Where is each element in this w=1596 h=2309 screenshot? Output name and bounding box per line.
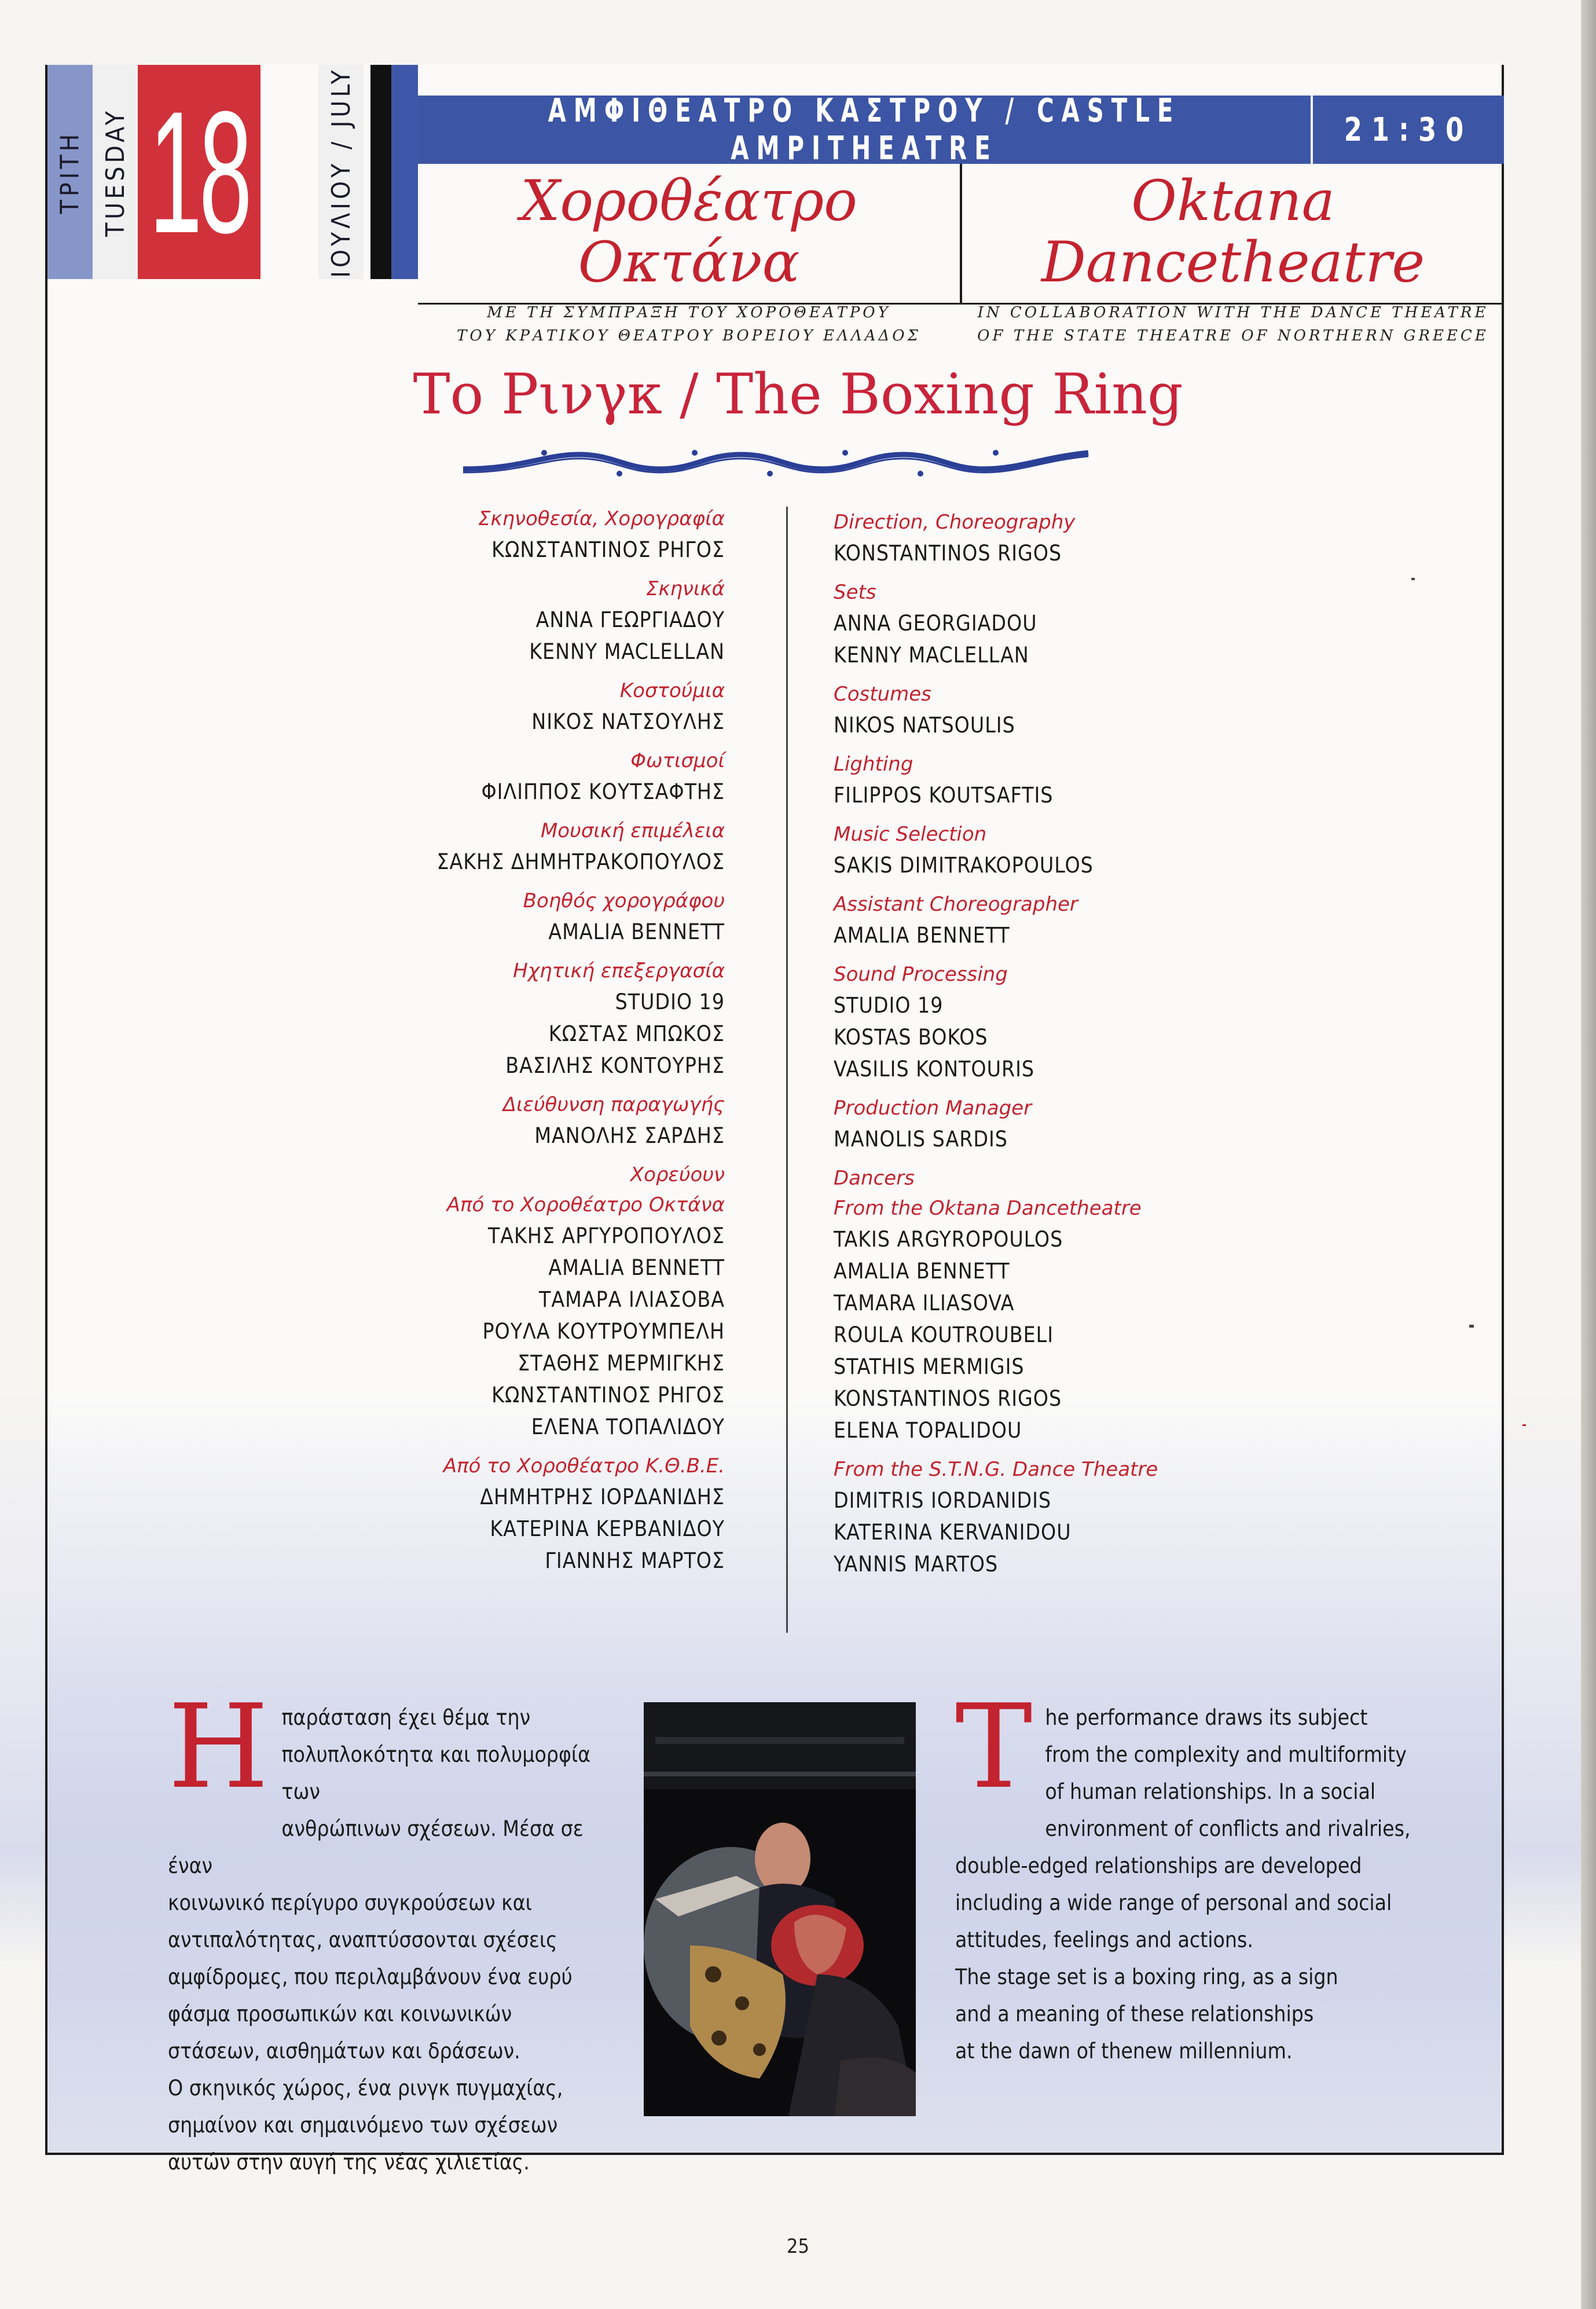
credit-name: NIKOS NATSOULIS: [834, 713, 1015, 738]
credit-role: Σκηνοθεσία, Χορογραφία: [478, 507, 725, 530]
page-number: 25: [787, 2235, 809, 2258]
venue-name: ΑΜΦΙΘΕΑΤΡΟ ΚΑΣΤΡΟΥ / CASTLE AMPITHEATRE: [548, 92, 1181, 167]
performance-photo: [644, 1702, 916, 2116]
description-line: αντιπαλότητας, αναπτύσσονται σχέσεις: [168, 1927, 557, 1952]
credit-name: ΕΛΕΝΑ ΤΟΠΑΛΙΔΟΥ: [531, 1414, 725, 1439]
company-greek-block: [418, 164, 962, 345]
credit-role: Διεύθυνση παραγωγής: [502, 1093, 725, 1116]
description-line: and a meaning of these relationships: [955, 2002, 1314, 2026]
collab-english-line1: IN COLLABORATION WITH THE DANCE THEATRE: [977, 304, 1489, 322]
scan-speck: [1522, 1424, 1526, 1426]
company-name-english: Oktana Dancetheatre: [1041, 168, 1425, 295]
credit-group: [834, 819, 1297, 881]
credit-role: Από το Χοροθέατρο Κ.Θ.Β.Ε.: [443, 1454, 725, 1478]
credit-name: ANNA GEORGIADOU: [834, 611, 1037, 636]
credit-name: SAKIS DIMITRAKOPOULOS: [834, 853, 1094, 878]
credit-group: [834, 679, 1297, 741]
decorative-black-bar: [370, 65, 391, 279]
credit-name: DIMITRIS IORDANIDIS: [834, 1488, 1052, 1513]
company-english-block: [962, 164, 1504, 345]
credit-role: Φωτισμοί: [630, 749, 725, 772]
credit-group: [320, 956, 725, 1082]
credit-name: KENNY MACLELLAN: [529, 639, 725, 664]
month-strip: [318, 65, 364, 279]
credit-name: TAKIS ARGYROPOULOS: [834, 1227, 1063, 1252]
credit-name: STATHIS MERMIGIS: [834, 1354, 1025, 1379]
credit-name: KENNY MACLELLAN: [834, 643, 1029, 668]
credits-english-column: [834, 507, 1297, 1588]
credit-name: KATERINA KERVANIDOU: [834, 1520, 1072, 1545]
description-line: of human relationships. In a social: [1045, 1779, 1376, 1804]
credit-name: ΚΑΤΕΡΙΝΑ ΚΕΡΒΑΝΙΔΟΥ: [490, 1516, 725, 1541]
credit-role: Direction, Choreography: [834, 511, 1076, 534]
credit-role: Sound Processing: [834, 963, 1008, 986]
collab-english-line2: OF THE STATE THEATRE OF NORTHERN GREECE: [977, 327, 1489, 345]
description-line: The stage set is a boxing ring, as a sign: [955, 1965, 1338, 1989]
description-english: [955, 1680, 1418, 2070]
venue-divider: [1311, 96, 1313, 164]
day-name-greek: ΤΡΙΤΗ: [55, 130, 85, 214]
credit-subrole: From the Oktana Dancetheatre: [834, 1197, 1142, 1220]
collab-greek-line2: ΤΟΥ ΚΡΑΤΙΚΟΥ ΘΕΑΤΡΟΥ ΒΟΡΕΙΟΥ ΕΛΛΑΔΟΣ: [457, 327, 921, 345]
description-line: αυτών στην αυγή της νέας χιλιετίας.: [168, 2150, 530, 2175]
company-name-greek: Χοροθέατρο Οκτάνα: [520, 168, 857, 295]
credit-name: ΚΩΝΣΤΑΝΤΙΝΟΣ ΡΗΓΟΣ: [491, 537, 725, 562]
credit-role: Costumes: [834, 683, 931, 706]
company-title-area: [418, 164, 1504, 345]
credit-role: Μουσική επιμέλεια: [540, 819, 725, 842]
credit-name: FILIPPOS KOUTSAFTIS: [834, 783, 1054, 808]
credit-name: ROULA KOUTROUBELI: [834, 1322, 1054, 1347]
credit-name: ΦΙΛΙΠΠΟΣ ΚΟΥΤΣΑΦΤΗΣ: [481, 779, 725, 804]
description-line: double-edged relationships are developed: [955, 1853, 1362, 1878]
dancers-photo-illustration: [644, 1702, 916, 2116]
credit-name: ELENA TOPALIDOU: [834, 1418, 1022, 1443]
day-number-box: [138, 65, 261, 279]
credit-role: Production Manager: [834, 1097, 1032, 1120]
venue-bar: [418, 92, 1504, 167]
scan-speck: [1411, 578, 1415, 580]
credit-name: ΒΑΣΙΛΗΣ ΚΟΝΤΟΥΡΗΣ: [505, 1053, 725, 1078]
credit-name: TAMARA ILIASOVA: [834, 1291, 1015, 1315]
day-name-english: TUESDAY: [100, 107, 130, 237]
credit-role: Lighting: [834, 753, 913, 776]
credits-divider: [786, 507, 788, 1633]
credit-group: [834, 577, 1297, 671]
description-line: κοινωνικό περίγυρο συγκρούσεων και: [168, 1890, 532, 1915]
credit-name: KONSTANTINOS RIGOS: [834, 541, 1062, 566]
credit-name: ΚΩΝΣΤΑΝΤΙΝΟΣ ΡΗΓΟΣ: [491, 1383, 725, 1408]
description-line: attitudes, feelings and actions.: [955, 1927, 1253, 1952]
description-line: at the dawn of thenew millennium.: [955, 2039, 1293, 2064]
credit-group: [320, 746, 725, 808]
description-line: environment of conflicts and rivalries,: [1045, 1816, 1411, 1841]
description-line: from the complexity and multiformity: [1045, 1742, 1407, 1767]
credit-name: ΡΟΥΛΑ ΚΟΥΤΡΟΥΜΠΕΛΗ: [482, 1319, 725, 1344]
credit-group: [834, 1454, 1297, 1580]
scan-speck: [1469, 1325, 1474, 1328]
credit-name: ΤΑΜΑΡΑ ΙΛΙΑΣΟΒΑ: [539, 1287, 725, 1312]
description-line: including a wide range of personal and social: [955, 1890, 1392, 1915]
credit-role: Dancers: [834, 1167, 915, 1190]
description-greek: [168, 1680, 608, 2181]
binding-gutter: [1581, 0, 1596, 2309]
credit-group: [834, 889, 1297, 951]
credit-role: Ηχητική επεξεργασία: [513, 959, 725, 983]
credit-group: [320, 816, 725, 878]
credit-subrole: Από το Χοροθέατρο Οκτάνα: [446, 1193, 725, 1216]
credit-role: From the S.T.N.G. Dance Theatre: [834, 1458, 1158, 1481]
credit-name: ΣΑΚΗΣ ΔΗΜΗΤΡΑΚΟΠΟΥΛΟΣ: [436, 849, 725, 874]
description-line: πολυπλοκότητα και πολυμορφία των: [281, 1742, 591, 1804]
show-time: 21:30: [1344, 111, 1473, 149]
credits-greek-column: [320, 504, 725, 1585]
day-number: 18: [149, 75, 250, 269]
credit-role: Κοστούμια: [619, 679, 725, 702]
day-name-greek-strip: [47, 65, 93, 279]
description-line: Ο σκηνικός χώρος, ένα ρινγκ πυγμαχίας,: [168, 2076, 563, 2101]
decorative-blue-bar: [391, 65, 418, 279]
credit-group: [320, 504, 725, 566]
description-line: ανθρώπινων σχέσεων. Μέσα σε έναν: [168, 1816, 584, 1878]
credit-name: ΜΑΝΟΛΗΣ ΣΑΡΔΗΣ: [534, 1123, 725, 1148]
credit-role: Sets: [834, 581, 876, 604]
credit-name: YANNIS MARTOS: [834, 1552, 999, 1577]
credit-group: [320, 1160, 725, 1443]
credit-name: ΣΤΑΘΗΣ ΜΕΡΜΙΓΚΗΣ: [518, 1351, 725, 1376]
collab-greek-line1: ΜΕ ΤΗ ΣΥΜΠΡΑΞΗ ΤΟΥ ΧΟΡΟΘΕΑΤΡΟΥ: [487, 304, 891, 322]
show-title: Το Ρινγκ / The Boxing Ring: [413, 362, 1183, 427]
credit-name: ΚΩΣΤΑΣ ΜΠΩΚΟΣ: [548, 1021, 725, 1046]
credit-name: AMALIA BENNETT: [548, 919, 725, 944]
credit-group: [834, 1093, 1297, 1155]
credit-name: STUDIO 19: [834, 993, 944, 1018]
description-line: he performance draws its subject: [1045, 1705, 1368, 1730]
description-line: φάσμα προσωπικών και κοινωνικών: [168, 2002, 512, 2026]
credit-group: [834, 507, 1297, 569]
credit-name: KOSTAS BOKOS: [834, 1025, 988, 1050]
credit-group: [834, 959, 1297, 1085]
credit-name: AMALIA BENNETT: [548, 1255, 725, 1280]
credit-name: AMALIA BENNETT: [834, 923, 1010, 948]
day-name-english-strip: [93, 65, 138, 279]
credit-name: ΔΗΜΗΤΡΗΣ ΙΟΡΔΑΝΙΔΗΣ: [480, 1485, 725, 1509]
credit-name: ΤΑΚΗΣ ΑΡΓΥΡΟΠΟΥΛΟΣ: [487, 1223, 725, 1248]
credit-group: [834, 749, 1297, 811]
credit-role: Assistant Choreographer: [834, 893, 1078, 916]
credit-name: VASILIS KONTOURIS: [834, 1057, 1035, 1082]
description-line: στάσεων, αισθημάτων και δράσεων.: [168, 2039, 520, 2064]
credit-group: [320, 886, 725, 948]
credit-group: [320, 1451, 725, 1577]
credit-group: [320, 574, 725, 668]
dropcap-english: T: [955, 1680, 1033, 1815]
dropcap-greek: Η: [168, 1680, 269, 1815]
credit-role: Σκηνικά: [645, 577, 725, 600]
credit-name: AMALIA BENNETT: [834, 1259, 1010, 1284]
credit-name: KONSTANTINOS RIGOS: [834, 1386, 1062, 1411]
credit-name: STUDIO 19: [615, 989, 725, 1014]
credit-name: MANOLIS SARDIS: [834, 1127, 1008, 1152]
credit-role: Χορεύουν: [630, 1163, 725, 1186]
credit-group: [320, 1090, 725, 1152]
credit-name: ΓΙΑΝΝΗΣ ΜΑΡΤΟΣ: [545, 1548, 725, 1573]
credit-role: Βοηθός χορογράφου: [523, 889, 725, 912]
credit-group: [834, 1163, 1297, 1446]
description-line: παράσταση έχει θέμα την: [281, 1705, 531, 1730]
month-label: ΙΟΥΛΙΟΥ / JULY: [326, 66, 356, 278]
credit-name: ΝΙΚΟΣ ΝΑΤΣΟΥΛΗΣ: [531, 709, 725, 734]
credit-group: [320, 676, 725, 738]
credit-name: ΑΝΝΑ ΓΕΩΡΓΙΑΔΟΥ: [535, 607, 725, 632]
wave-ornament: [452, 440, 1100, 481]
description-line: σημαίνον και σημαινόμενο των σχέσεων: [168, 2113, 558, 2138]
credit-role: Music Selection: [834, 823, 987, 846]
description-line: αμφίδρομες, που περιλαμβάνουν ένα ευρύ: [168, 1965, 573, 1989]
